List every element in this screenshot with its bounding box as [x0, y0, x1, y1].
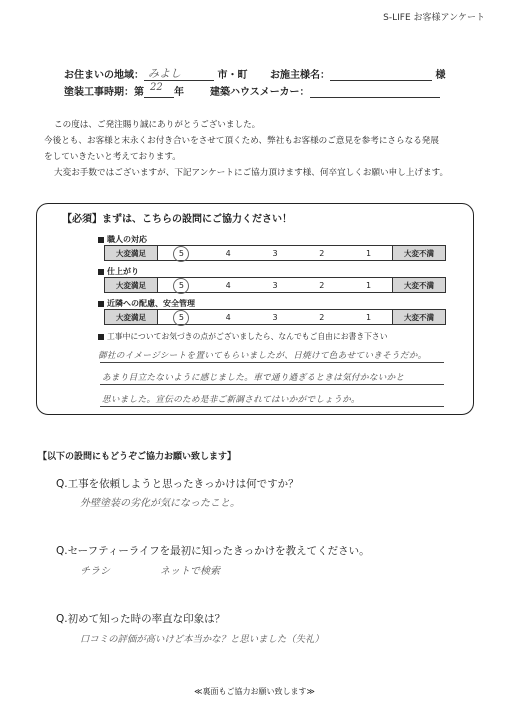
- scale-left-label: 大変満足: [105, 246, 158, 260]
- rating-option-4[interactable]: 4: [225, 248, 231, 258]
- required-section-title: 【必須】まずは、こちらの設問にご協力ください！: [62, 214, 292, 225]
- name-field[interactable]: [330, 68, 432, 81]
- name-suffix: 様: [435, 70, 446, 81]
- rating-option-1[interactable]: 1: [366, 312, 372, 322]
- comment-handwriting: 御社のイメージシートを置いてもらいましたが、日焼けて色あせていきそうだか。: [98, 351, 427, 361]
- info-row-builder: [210, 83, 440, 98]
- scale-right-label: 大変不満: [392, 278, 445, 292]
- scale-left-label: 大変満足: [105, 278, 158, 292]
- footer-note: ≪裏面もご協力お願い致します≫: [194, 687, 315, 696]
- comment-label: 工事中についてお気づきの点がございましたら、なんでもご自由にお書き下さい: [98, 331, 388, 342]
- comment-rule: [100, 384, 444, 385]
- comment-rule: [100, 362, 444, 363]
- rating-option-5[interactable]: 5: [174, 281, 188, 290]
- area-value: みよし: [148, 67, 181, 80]
- rating-option-5[interactable]: 5: [174, 313, 188, 322]
- scale-right-label: 大変不満: [392, 310, 445, 324]
- builder-label: 建築ハウスメーカー：: [210, 87, 310, 98]
- rating-scale-finish: [104, 277, 446, 293]
- question-finish-label: 仕上がり: [98, 266, 139, 277]
- question-staff-label: 職人の対応: [98, 234, 147, 245]
- intro-line: 大変お手数ではございますが、下記アンケートにご協力頂けます様、何卒宜しくお願い申し上げます。: [54, 168, 449, 178]
- city-label: 市・町: [217, 70, 248, 81]
- rating-option-5[interactable]: 5: [174, 249, 188, 258]
- period-value: 22: [150, 82, 163, 93]
- period-suffix: 年: [174, 87, 184, 98]
- optional-section-title: 【以下の設問にもどうぞご協力お願い致します】: [38, 452, 237, 462]
- square-bullet-icon: [98, 269, 104, 275]
- rating-scale-safety: [104, 309, 446, 325]
- answer-2-web: ネットで検索: [160, 566, 220, 577]
- comment-handwriting: 思いました。宣伝のため是非ご新調されてはいかがでしょうか。: [102, 395, 360, 405]
- comment-rule: [100, 406, 444, 407]
- answer-2-flyer: チラシ: [80, 566, 110, 577]
- square-bullet-icon: [98, 334, 104, 340]
- question-safety-label: 近隣への配慮、安全管理: [98, 298, 195, 309]
- intro-text: [44, 117, 484, 181]
- rating-option-1[interactable]: 1: [366, 280, 372, 290]
- question-3: Q.初めて知った時の率直な印象は？: [56, 613, 226, 625]
- survey-brand: S-LIFE お客様アンケート: [383, 13, 485, 23]
- rating-option-3[interactable]: 3: [272, 248, 278, 258]
- square-bullet-icon: [98, 301, 104, 307]
- rating-option-2[interactable]: 2: [319, 280, 325, 290]
- rating-option-2[interactable]: 2: [319, 248, 325, 258]
- area-label: お住まいの地域：: [64, 70, 144, 81]
- intro-line: 今後とも、お客様と末永くお付き合いをさせて頂くため、弊社もお客様のご意見を参考にさらなる発展: [44, 136, 439, 146]
- answer-3: 口コミの評価が高いけど本当かな？と思いました（失礼）: [80, 634, 324, 645]
- rating-scale-staff: [104, 245, 446, 261]
- rating-option-3[interactable]: 3: [272, 280, 278, 290]
- intro-line: この度は、ご発注賜り誠にありがとうございました。: [54, 120, 261, 130]
- rating-option-3[interactable]: 3: [272, 312, 278, 322]
- info-row-name: [270, 66, 445, 81]
- question-1: Q.工事を依頼しようと思ったきっかけは何ですか？: [56, 478, 299, 490]
- name-label: お施主様名：: [270, 70, 330, 81]
- rating-option-2[interactable]: 2: [319, 312, 325, 322]
- square-bullet-icon: [98, 237, 104, 243]
- question-2: Q.セーフティーライフを最初に知ったきっかけを教えてください。: [56, 545, 370, 557]
- rating-option-4[interactable]: 4: [225, 280, 231, 290]
- builder-field[interactable]: [310, 85, 440, 98]
- comment-handwriting: あまり目立たないように感じました。車で通り過ぎるときは気付かないかと: [102, 373, 405, 383]
- scale-right-label: 大変不満: [392, 246, 445, 260]
- rating-option-1[interactable]: 1: [366, 248, 372, 258]
- area-field[interactable]: [144, 68, 214, 81]
- scale-left-label: 大変満足: [105, 310, 158, 324]
- answer-1: 外壁塗装の劣化が気になったこと。: [80, 498, 240, 509]
- info-row-area: [64, 66, 247, 81]
- info-row-period: [64, 83, 184, 98]
- intro-line: をしていきたいと考えております。: [44, 152, 181, 162]
- period-field[interactable]: [144, 82, 174, 98]
- rating-option-4[interactable]: 4: [225, 312, 231, 322]
- period-label: 塗装工事時期：第: [64, 87, 144, 98]
